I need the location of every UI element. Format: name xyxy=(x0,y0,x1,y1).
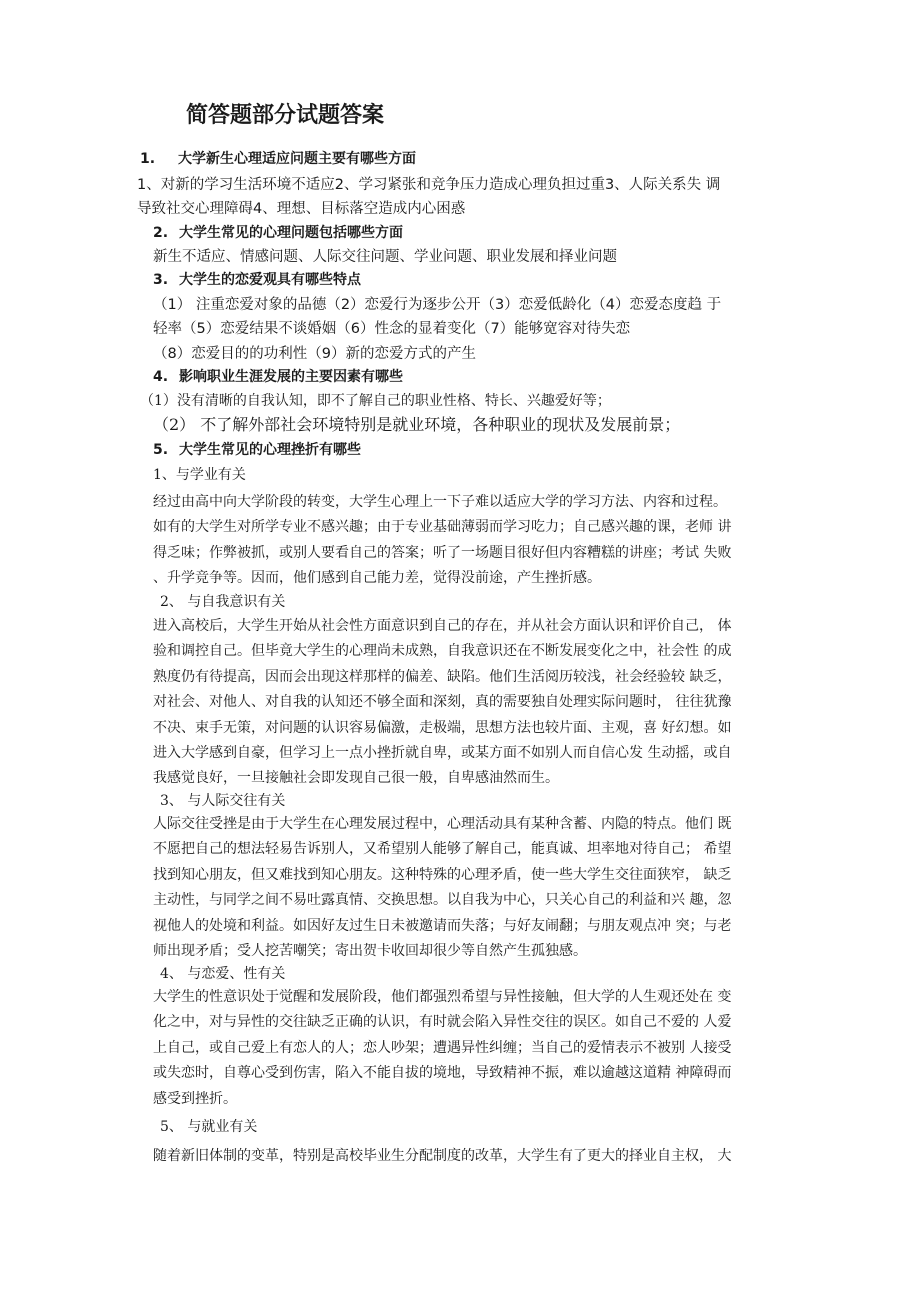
question-number: 3. xyxy=(153,272,169,288)
section-3-line-3: 找到知心朋友，但又难找到知心朋友。这种特殊的心理矛盾，使一些大学生交往面狭窄， 缺乏 xyxy=(153,867,732,883)
section-2-line-7: 我感觉良好，一旦接触社会即发现自己很一般，自卑感油然而生。 xyxy=(153,770,559,786)
question-2-heading xyxy=(153,225,403,243)
section-1-heading: 1、与学业有关 xyxy=(153,467,246,483)
answer-2-line-1: 新生不适应、情感问题、人际交往问题、学业问题、职业发展和择业问题 xyxy=(153,249,617,265)
page-title: 简答题部分试题答案 xyxy=(186,103,385,128)
question-number: 2. xyxy=(153,225,169,241)
question-text: 大学新生心理适应问题主要有哪些方面 xyxy=(178,151,416,167)
section-3-line-2: 不愿把自己的想法轻易告诉别人，又希望别人能够了解自己，能真诚、坦率地对待自己； 希望 xyxy=(153,841,732,857)
answer-3-line-1: （1） 注重恋爱对象的品德（2）恋爱行为逐步公开（3）恋爱低龄化（4）恋爱态度趋 于 xyxy=(153,297,722,313)
answer-3-line-3: （8）恋爱目的的功利性（9）新的恋爱方式的产生 xyxy=(153,346,476,362)
section-3-heading: 3、 与人际交往有关 xyxy=(160,793,286,809)
section-4-line-4: 或失恋时，自尊心受到伤害，陷入不能自拔的境地，导致精神不振，难以逾越这道精 神障碍而 xyxy=(153,1065,732,1081)
question-number: 5. xyxy=(153,442,169,458)
question-5-heading xyxy=(153,442,361,460)
section-4-line-3: 上自己，或自己爱上有恋人的人；恋人吵架；遭遇异性纠缠；当自己的爱情表示不被别 人接受 xyxy=(153,1040,732,1056)
section-1-line-4: 、升学竞争等。因而，他们感到自己能力差，觉得没前途，产生挫折感。 xyxy=(153,570,601,586)
answer-1-line-2: 导致社交心理障碍4、理想、目标落空造成内心困惑 xyxy=(137,201,466,217)
section-2-line-1: 进入高校后，大学生开始从社会性方面意识到自己的存在，并从社会方面认识和评价自己， 体 xyxy=(153,618,732,634)
section-4-line-2: 化之中，对与异性的交往缺乏正确的认识，有时就会陷入异性交往的误区。如自己不爱的 人爱 xyxy=(153,1014,732,1030)
section-2-line-5: 不决、束手无策，对问题的认识容易偏激，走极端，思想方法也较片面、主观，喜 好幻想。如 xyxy=(153,720,732,736)
section-1-line-3: 得乏味；作弊被抓，或别人要看自己的答案；听了一场题目很好但内容糟糕的讲座；考试 失败 xyxy=(153,545,732,561)
section-2-line-4: 对社会、对他人、对自我的认知还不够全面和深刻，真的需要独自处理实际问题时， 往往犹豫 xyxy=(153,694,732,710)
section-3-line-1: 人际交往受挫是由于大学生在心理发展过程中，心理活动具有某种含蓄、内隐的特点。他们 既 xyxy=(153,816,732,832)
section-3-line-5: 视他人的处境和利益。如因好友过生日未被邀请而失落；与好友闹翻；与朋友观点冲 突；与老 xyxy=(153,918,732,934)
section-4-heading: 4、 与恋爱、性有关 xyxy=(160,966,286,982)
answer-3-line-2: 轻率（5）恋爱结果不谈婚姻（6）性念的显着变化（7）能够宽容对待失恋 xyxy=(153,321,631,337)
answer-4-line-1: （1）没有清晰的自我认知，即不了解自己的职业性格、特长、兴趣爱好等； xyxy=(140,393,611,409)
section-2-line-6: 进入大学感到自豪，但学习上一点小挫折就自卑，或某方面不如别人而自信心发 生动摇，或自 xyxy=(153,745,732,761)
answer-4-line-2: （2） 不了解外部社会环境特别是就业环境，各种职业的现状及发展前景； xyxy=(153,415,681,434)
section-3-line-6: 师出现矛盾；受人挖苦嘲笑；寄出贺卡收回却很少等自然产生孤独感。 xyxy=(153,943,587,959)
section-2-heading: 2、 与自我意识有关 xyxy=(160,594,286,610)
section-4-line-1: 大学生的性意识处于觉醒和发展阶段，他们都强烈希望与异性接触，但大学的人生观还处在 变 xyxy=(153,989,732,1005)
section-3-line-4: 主动性，与同学之间不易吐露真情、交换思想。以自我为中心，只关心自己的利益和兴 趣，忽 xyxy=(153,892,732,908)
section-5-heading: 5、 与就业有关 xyxy=(160,1119,258,1135)
question-1-heading xyxy=(140,151,416,169)
section-5-line-1: 随着新旧体制的变革，特别是高校毕业生分配制度的改革，大学生有了更大的择业自主权， 大 xyxy=(153,1148,732,1164)
question-text: 影响职业生涯发展的主要因素有哪些 xyxy=(179,369,403,385)
question-text: 大学生常见的心理问题包括哪些方面 xyxy=(179,225,403,241)
section-1-line-2: 如有的大学生对所学专业不感兴趣；由于专业基础薄弱而学习吃力；自己感兴趣的课，老师 讲 xyxy=(153,519,732,535)
question-text: 大学生常见的心理挫折有哪些 xyxy=(179,442,361,458)
section-1-line-1: 经过由高中向大学阶段的转变，大学生心理上一下子难以适应大学的学习方法、内容和过程。 xyxy=(153,494,727,510)
question-4-heading xyxy=(153,369,403,387)
question-text: 大学生的恋爱观具有哪些特点 xyxy=(179,272,361,288)
question-3-heading xyxy=(153,272,361,290)
answer-1-line-1: 1、对新的学习生活环境不适应2、学习紧张和竞争压力造成心理负担过重3、人际关系失 调 xyxy=(137,177,721,193)
section-2-line-2: 验和调控自己。但毕竟大学生的心理尚未成熟，自我意识还在不断发展变化之中，社会性 的成 xyxy=(153,643,732,659)
question-number: 4. xyxy=(153,369,169,385)
section-4-line-5: 感受到挫折。 xyxy=(153,1091,237,1107)
question-number: 1. xyxy=(140,151,156,167)
section-2-line-3: 熟度仍有待提高，因而会出现这样那样的偏差、缺陷。他们生活阅历较浅，社会经验较 缺乏， xyxy=(153,669,732,685)
